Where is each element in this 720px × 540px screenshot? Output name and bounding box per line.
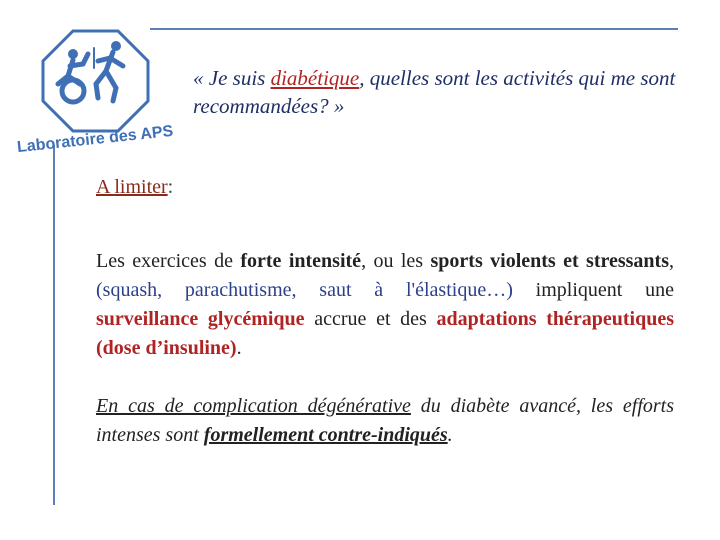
title-highlight: diabétique <box>270 66 360 90</box>
p1-text-2: , ou les <box>361 250 431 272</box>
p1-text-3: , <box>669 250 675 272</box>
p2-text-1: du diabète avancé, les efforts intenses sont <box>96 395 674 446</box>
p1-text-1: Les exercices de <box>96 250 241 272</box>
p1-red-1: surveillance glycémique <box>96 308 305 330</box>
title-part1: « Je suis <box>193 66 271 90</box>
section-colon: : <box>167 176 174 198</box>
p1-text-4: impliquent une <box>512 279 674 301</box>
athletes-logo-icon <box>16 26 175 157</box>
section-heading <box>96 176 173 199</box>
p2-bold-underlined: formellement contre-indiqués <box>203 424 448 446</box>
logo-text: Laboratoire des APS <box>16 122 175 157</box>
paragraph-intensity <box>96 247 674 363</box>
paragraph-complication <box>96 392 674 450</box>
p1-text-5: accrue et des <box>304 308 437 330</box>
title-part2: , quelles sont les activités qui me sont recommandées? » <box>193 66 676 118</box>
p1-examples: (squash, parachutisme, saut à l'élastique…) <box>96 279 513 301</box>
p1-bold-2: sports violents et stressants <box>430 250 670 272</box>
top-divider-line <box>150 28 678 30</box>
p1-text-6: . <box>236 337 242 359</box>
p1-red-2: adaptations thérapeutiques (dose d’insuline) <box>96 308 675 359</box>
p2-text-2: . <box>447 424 453 446</box>
p2-underlined: En cas de complication dégénérative <box>96 395 411 417</box>
page-title <box>193 64 683 120</box>
left-divider-line <box>53 145 55 505</box>
p1-bold-1: forte intensité <box>240 250 362 272</box>
section-label: A limiter <box>96 176 168 198</box>
